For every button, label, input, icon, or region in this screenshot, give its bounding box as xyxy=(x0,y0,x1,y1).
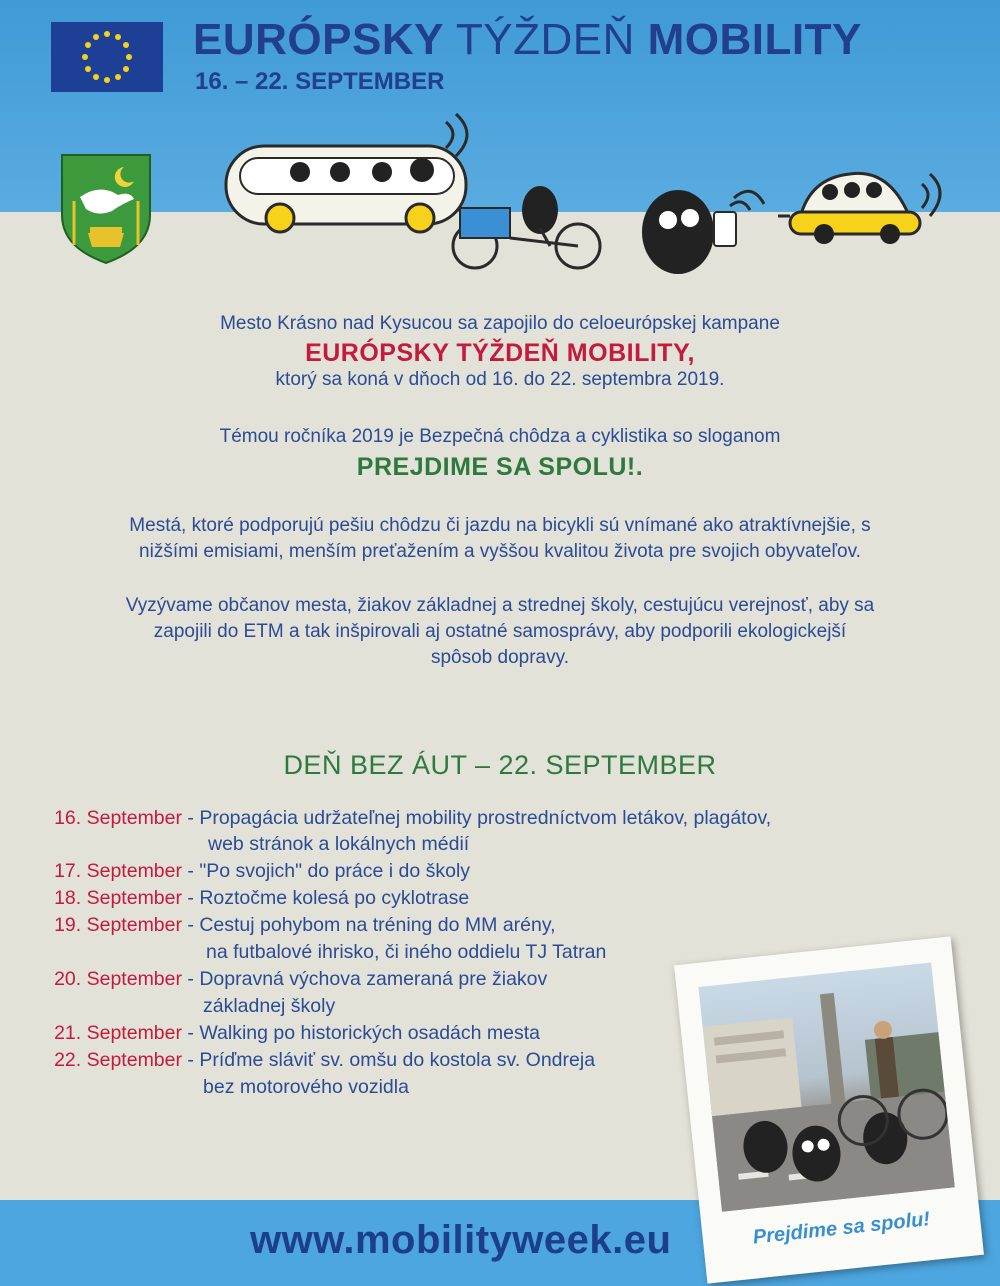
schedule-date: 22. September xyxy=(54,1049,182,1071)
theme-block xyxy=(0,424,1000,482)
schedule-date: 19. September xyxy=(54,914,182,936)
campaign-name: EURÓPSKY TÝŽDEŇ MOBILITY, xyxy=(305,339,695,367)
schedule-item xyxy=(0,912,556,938)
schedule-text: - Cestuj pohybom na tréning do MM arény, xyxy=(182,914,556,936)
schedule-continuation: web stránok a lokálnych médií xyxy=(208,833,470,855)
schedule-text: - Príďme sláviť sv. omšu do kostola sv. Ondreja xyxy=(182,1049,596,1071)
slogan: PREJDIME SA SPOLU!. xyxy=(356,453,644,481)
schedule-continuation: na futbalové ihrisko, či iného oddielu TJ Tatran xyxy=(206,941,607,963)
coat-of-arms-icon xyxy=(60,153,152,265)
schedule-continuation: základnej školy xyxy=(203,995,336,1017)
title-word-1: EURÓPSKY xyxy=(193,15,444,64)
paragraph-2-line-2: zapojili do ETM a tak inšpirovali aj ostatné samosprávy, aby podporili ekologickejší xyxy=(153,621,847,642)
paragraph-1-line-2: nižšími emisiami, menším preťažením a vyššou kvalitou života pre svojich obyvateľov. xyxy=(139,541,861,562)
intro-block xyxy=(0,311,1000,393)
paragraph-2-line-1: Vyzývame občanov mesta, žiakov základnej a strednej školy, cestujúcu verejnosť, aby sa xyxy=(125,595,875,616)
intro-line-2: ktorý sa koná v dňoch od 16. do 22. septembra 2019. xyxy=(275,369,725,390)
schedule-continuation: bez motorového vozidla xyxy=(203,1076,409,1098)
event-dates: 16. – 22. SEPTEMBER xyxy=(195,68,445,95)
paragraph-2 xyxy=(0,593,1000,671)
schedule-date: 21. September xyxy=(54,1022,182,1044)
schedule-date: 18. September xyxy=(54,887,182,909)
schedule-date: 17. September xyxy=(54,860,182,882)
paragraph-2-line-3: spôsob dopravy. xyxy=(430,647,569,668)
title-word-2: TÝŽDEŇ xyxy=(455,15,635,64)
paragraph-1 xyxy=(0,513,1000,565)
schedule-text: - Roztočme kolesá po cyklotrase xyxy=(182,887,470,909)
schedule-item xyxy=(0,1047,595,1073)
theme-line: Témou ročníka 2019 je Bezpečná chôdza a cyklistika so sloganom xyxy=(219,426,781,447)
title-word-3: MOBILITY xyxy=(647,15,862,64)
paragraph-1-line-1: Mestá, ktoré podporujú pešiu chôdzu či jazdu na bicykli sú vnímané ako atraktívnejšie, s xyxy=(129,515,871,536)
schedule-text: - Propagácia udržateľnej mobility prostredníctvom letákov, plagátov, xyxy=(182,807,772,829)
photo-caption: Prejdime sa spolu! xyxy=(751,1208,932,1249)
street-photo xyxy=(698,963,954,1212)
car-free-day-heading: DEŇ BEZ ÁUT – 22. SEPTEMBER xyxy=(283,750,717,780)
schedule-item xyxy=(0,1020,540,1046)
footer-url-link[interactable]: www.mobilityweek.eu xyxy=(250,1218,672,1262)
polaroid-photo xyxy=(674,936,984,1283)
cargo-bike-icon xyxy=(453,186,600,268)
electric-car-icon xyxy=(778,173,940,244)
schedule-date: 16. September xyxy=(54,807,182,829)
walker-icon xyxy=(642,190,764,274)
schedule-text: - Walking po historických osadách mesta xyxy=(182,1022,541,1044)
eu-flag-icon xyxy=(51,22,163,92)
schedule-item xyxy=(0,885,469,911)
schedule-text: - Dopravná výchova zameraná pre žiakov xyxy=(182,968,548,990)
schedule-text: - "Po svojich" do práce i do školy xyxy=(182,860,471,882)
intro-line-1: Mesto Krásno nad Kysucou sa zapojilo do celoeurópskej kampane xyxy=(220,313,780,334)
mobility-illustration xyxy=(210,108,970,298)
schedule-date: 20. September xyxy=(54,968,182,990)
schedule-item xyxy=(0,858,470,884)
bus-icon xyxy=(226,114,467,232)
schedule-item xyxy=(0,966,547,992)
page-title xyxy=(193,16,862,64)
schedule-item xyxy=(0,805,771,831)
